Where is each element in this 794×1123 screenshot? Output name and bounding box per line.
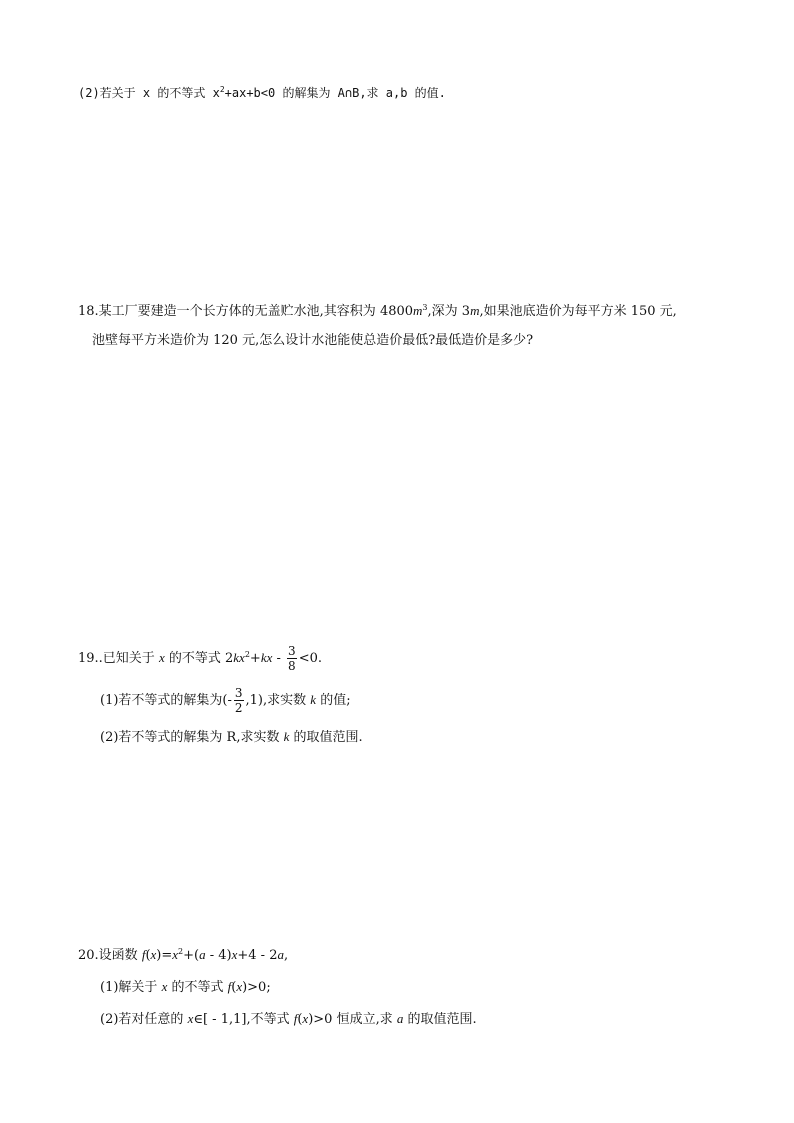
q20-part2-var-a: a [396, 1011, 404, 1026]
q19-kx: kx [233, 650, 245, 665]
q19-stem [78, 644, 322, 673]
q17-part2-prefix: (2)若关于 x 的不等式 x [78, 86, 220, 100]
q20-a-1: a [199, 947, 206, 962]
q20-x-2: x [172, 947, 179, 962]
q19-minus: - [272, 651, 286, 666]
q20-minus-4: - 4) [205, 948, 232, 963]
q19-part2-var-k: k [283, 729, 290, 744]
q19-kx-2: kx [260, 650, 273, 665]
q18-line1-text-c: ,如果池底造价为每平方米 150 元, [479, 304, 677, 319]
q20-part1-var-x: x [161, 979, 168, 994]
q19-fraction-denominator: 8 [288, 659, 296, 673]
q17-part2-text [78, 84, 446, 102]
q20-stem [78, 946, 288, 965]
q19-part1-text-b: ,1),求实数 [245, 693, 311, 708]
q17-part2-exponent: 2 [219, 85, 225, 94]
q20-part2 [100, 1010, 477, 1029]
q20-paren-open: ( [145, 948, 151, 963]
q20-exponent: 2 [178, 947, 184, 956]
q20-part1-text-a: (1)解关于 [100, 980, 162, 995]
q19-stem-text-b: 的不等式 2 [164, 651, 234, 666]
q20-part2-text-e: 的取值范围. [403, 1012, 477, 1027]
q20-part2-text-a: (2)若对任意的 [100, 1012, 188, 1027]
q18-line2: 池壁每平方米造价为 120 元,怎么设计水池能使总造价最低?最低造价是多少? [92, 333, 534, 348]
q20-part2-text-d: )>0 恒成立,求 [308, 1012, 397, 1027]
q20-part1-var-x-2: x [236, 979, 243, 994]
q20-part1-paren-open: ( [231, 980, 237, 995]
q18-volume-exponent: 3 [422, 303, 428, 312]
q20-part1-f: f [227, 979, 232, 994]
q19-part2-text-a: (2)若不等式的解集为 R,求实数 [100, 730, 284, 745]
q20-part1-text-d: )>0; [242, 980, 271, 995]
q19-part1-fraction [234, 686, 244, 715]
q20-plus-paren: +( [183, 948, 200, 963]
q17-part2-suffix: +ax+b<0 的解集为 A∩B,求 a,b 的值. [224, 86, 446, 100]
q19-fraction-numerator: 3 [288, 644, 296, 658]
q20-part2-text-b: ∈[ - 1,1],不等式 [193, 1012, 294, 1027]
q20-equals: )= [156, 948, 173, 963]
q20-part1 [100, 978, 271, 997]
q20-x-3: x [231, 947, 238, 962]
q20-a-2: a [277, 947, 284, 962]
q19-part2-text-b: 的取值范围. [289, 730, 363, 745]
q20-comma: , [283, 948, 289, 963]
q19-var-x: x [158, 650, 165, 665]
q20-part2-f: f [293, 1011, 298, 1026]
q19-part2 [100, 728, 363, 747]
q19-fraction [287, 644, 297, 673]
q20-plus-4-minus-2: +4 - 2 [237, 948, 278, 963]
q19-part1-text-a: (1)若不等式的解集为(- [100, 693, 232, 708]
q20-part2-var-x: x [187, 1011, 194, 1026]
q19-stem-text-a: 19..已知关于 [78, 651, 159, 666]
q18-line1-text-a: 18.某工厂要建造一个长方体的无盖贮水池,其容积为 4800 [78, 304, 414, 319]
q19-part1-var-k: k [310, 692, 317, 707]
q20-part1-text-b: 的不等式 [167, 980, 228, 995]
q20-stem-text-a: 20.设函数 [78, 948, 142, 963]
q20-part2-paren-open: ( [297, 1012, 303, 1027]
q19-part1-fraction-denominator: 2 [234, 701, 243, 715]
q19-plus: + [249, 651, 261, 666]
q18-line1 [78, 302, 677, 321]
q19-part1-fraction-numerator: 3 [234, 686, 243, 700]
q18-line1-text-b: ,深为 3 [427, 304, 471, 319]
q19-part1 [100, 686, 351, 715]
q18-depth-unit: m [470, 303, 480, 318]
q19-exponent: 2 [244, 650, 250, 659]
q19-part1-text-c: 的值; [316, 693, 351, 708]
q19-stem-text-d: <0. [298, 651, 322, 666]
q20-f: f [141, 947, 146, 962]
q20-part2-var-x-2: x [302, 1011, 309, 1026]
q20-x-1: x [150, 947, 157, 962]
q18-volume-unit: m [413, 303, 423, 318]
